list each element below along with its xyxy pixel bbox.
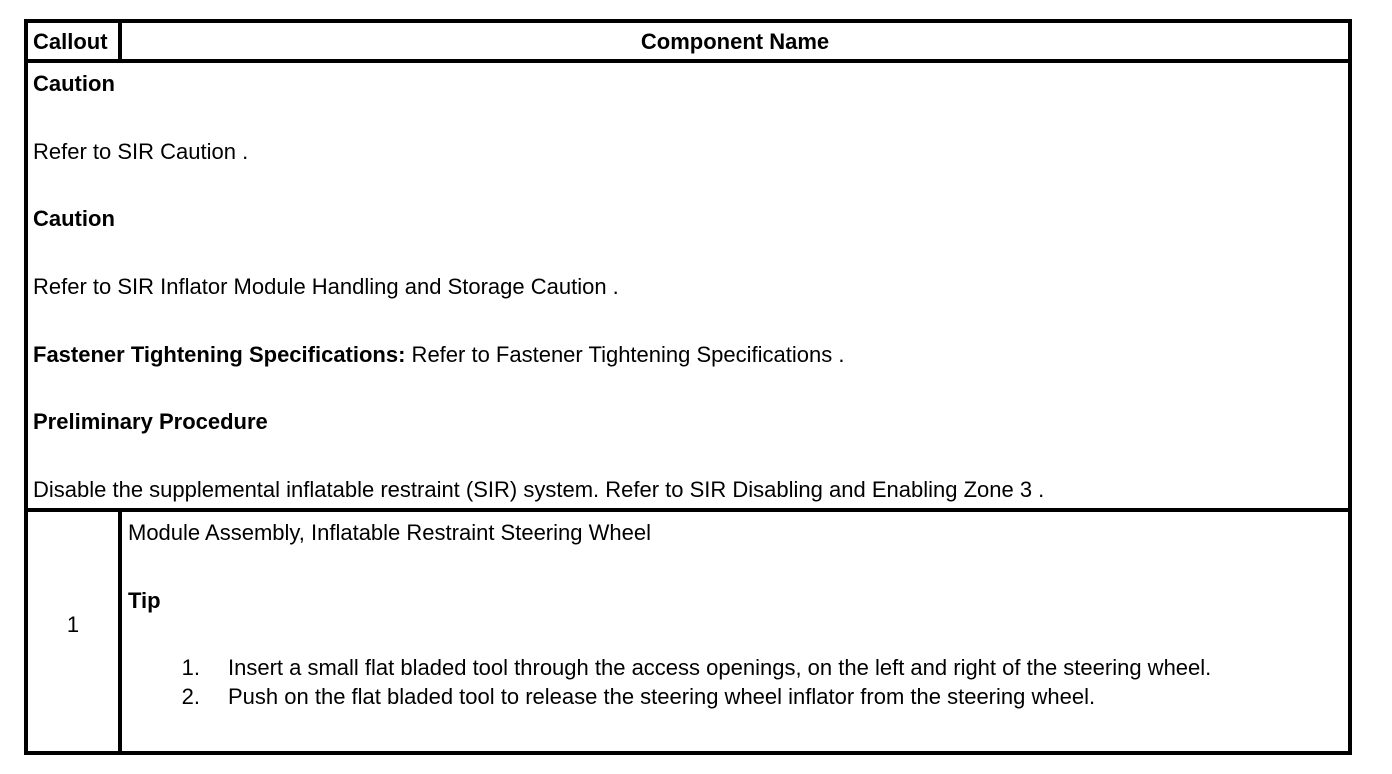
tip-step-text: Insert a small flat bladed tool through the access openings, on the left and right of the steering wheel.: [228, 655, 1212, 680]
caution-text: Refer to SIR Inflator Module Handling and Storage Caution .: [33, 274, 619, 299]
fastener-spec-text: Refer to Fastener Tightening Specifications .: [405, 342, 845, 367]
fastener-spec-label: Fastener Tightening Specifications:: [33, 342, 406, 367]
callout-number: 1: [66, 612, 80, 637]
tip-step-text: Push on the flat bladed tool to release the steering wheel inflator from the steering wheel.: [228, 684, 1096, 709]
component-name: Module Assembly, Inflatable Restraint Steering Wheel: [128, 520, 651, 545]
caution-heading: Caution: [33, 206, 115, 231]
callout-cell: [28, 512, 122, 751]
tip-step-number: 2.: [181, 684, 200, 709]
table-header-row: [28, 23, 1348, 63]
preliminary-text: Disable the supplemental inflatable restraint (SIR) system. Refer to SIR Disabling and Enabling Zone 3 .: [33, 477, 1045, 502]
component-cell: [122, 512, 1348, 751]
caution-heading: Caution: [33, 71, 115, 96]
procedure-table: [24, 19, 1352, 755]
caution-text: Refer to SIR Caution .: [33, 139, 249, 164]
header-component-name: Component Name: [640, 29, 830, 54]
tip-step-number: 1.: [181, 655, 200, 680]
preliminary-heading: Preliminary Procedure: [33, 409, 268, 434]
info-row: [28, 63, 1348, 512]
header-callout: Callout: [28, 23, 122, 59]
table-row: [28, 512, 1348, 751]
fastener-spec-line: [33, 342, 844, 368]
tip-heading: Tip: [128, 588, 161, 613]
